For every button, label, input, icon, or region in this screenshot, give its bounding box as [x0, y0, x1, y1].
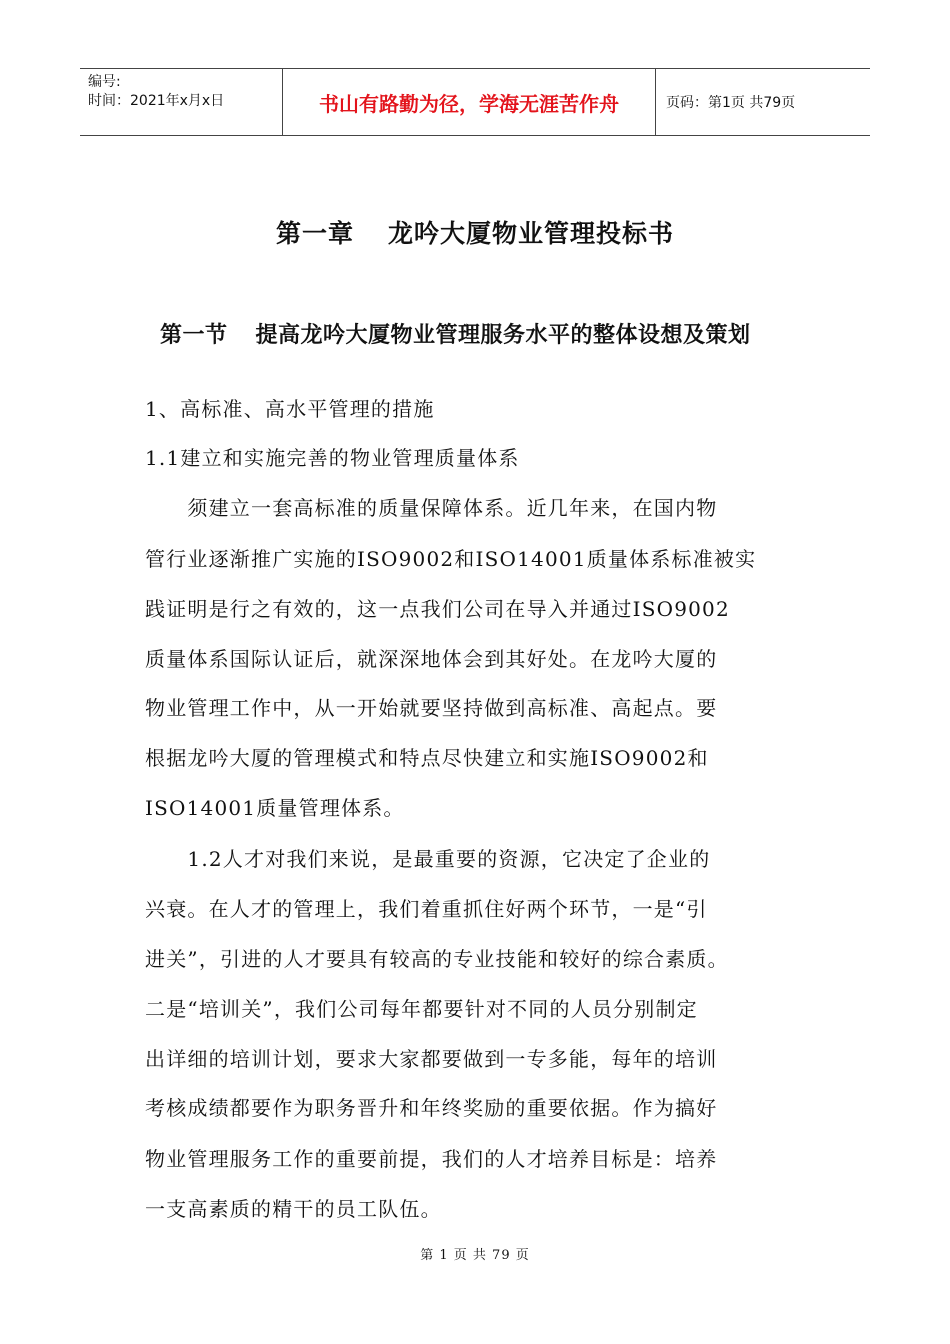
paragraph-line: 兴衰。在人才的管理上，我们着重抓住好两个环节，一是“引 — [145, 897, 708, 921]
chapter-label: 第一章 — [275, 219, 354, 248]
paragraph-line: 根据龙吟大厦的管理模式和特点尽快建立和实施ISO9002和 — [145, 746, 709, 770]
header-motto: 书山有路勤为径，学海无涯苦作舟 — [282, 69, 656, 135]
heading-measures: 1、高标准、高水平管理的措施 — [145, 397, 435, 421]
paragraph-line: ISO14001质量管理体系。 — [145, 796, 405, 820]
paragraph-line: 物业管理工作中，从一开始就要坚持做到高标准、高起点。要 — [145, 696, 718, 720]
page-footer: 第 1 页 共 79 页 — [420, 1248, 530, 1263]
paragraph-line: 质量体系国际认证后，就深深地体会到其好处。在龙吟大厦的 — [145, 647, 718, 671]
chapter-name: 龙吟大厦物业管理投标书 — [388, 219, 675, 248]
paragraph-line: 进关”，引进的人才要具有较高的专业技能和较好的综合素质。 — [145, 947, 729, 971]
paragraph-line: 一支高素质的精干的员工队伍。 — [145, 1197, 442, 1221]
paragraph-line: 二是“培训关”，我们公司每年都要针对不同的人员分别制定 — [145, 997, 698, 1021]
document-date: 时间：2021年x月x日 — [88, 93, 225, 109]
paragraph-line: 须建立一套高标准的质量保障体系。近几年来，在国内物 — [145, 496, 718, 520]
paragraph-line: 1.2人才对我们来说，是最重要的资源，它决定了企业的 — [145, 847, 711, 871]
document-number-label: 编号: — [88, 74, 121, 90]
chapter-title — [0, 214, 950, 250]
paragraph-line: 出详细的培训计划，要求大家都要做到一专多能，每年的培训 — [145, 1047, 718, 1071]
page-header — [80, 68, 870, 136]
paragraph-line: 管行业逐渐推广实施的ISO9002和ISO14001质量体系标准被实 — [145, 547, 757, 571]
section-title — [160, 318, 751, 349]
subheading-quality-system: 1.1建立和实施完善的物业管理质量体系 — [145, 446, 520, 470]
header-meta — [80, 69, 282, 135]
paragraph-line: 物业管理服务工作的重要前提，我们的人才培养目标是：培养 — [145, 1147, 718, 1171]
paragraph-line: 考核成绩都要作为职务晋升和年终奖励的重要依据。作为搞好 — [145, 1096, 718, 1120]
header-page-info: 页码：第1页 共79页 — [666, 95, 796, 111]
paragraph-line: 践证明是行之有效的，这一点我们公司在导入并通过ISO9002 — [145, 597, 730, 621]
section-name: 提高龙吟大厦物业管理服务水平的整体设想及策划 — [255, 323, 751, 348]
section-label: 第一节 — [160, 323, 228, 348]
